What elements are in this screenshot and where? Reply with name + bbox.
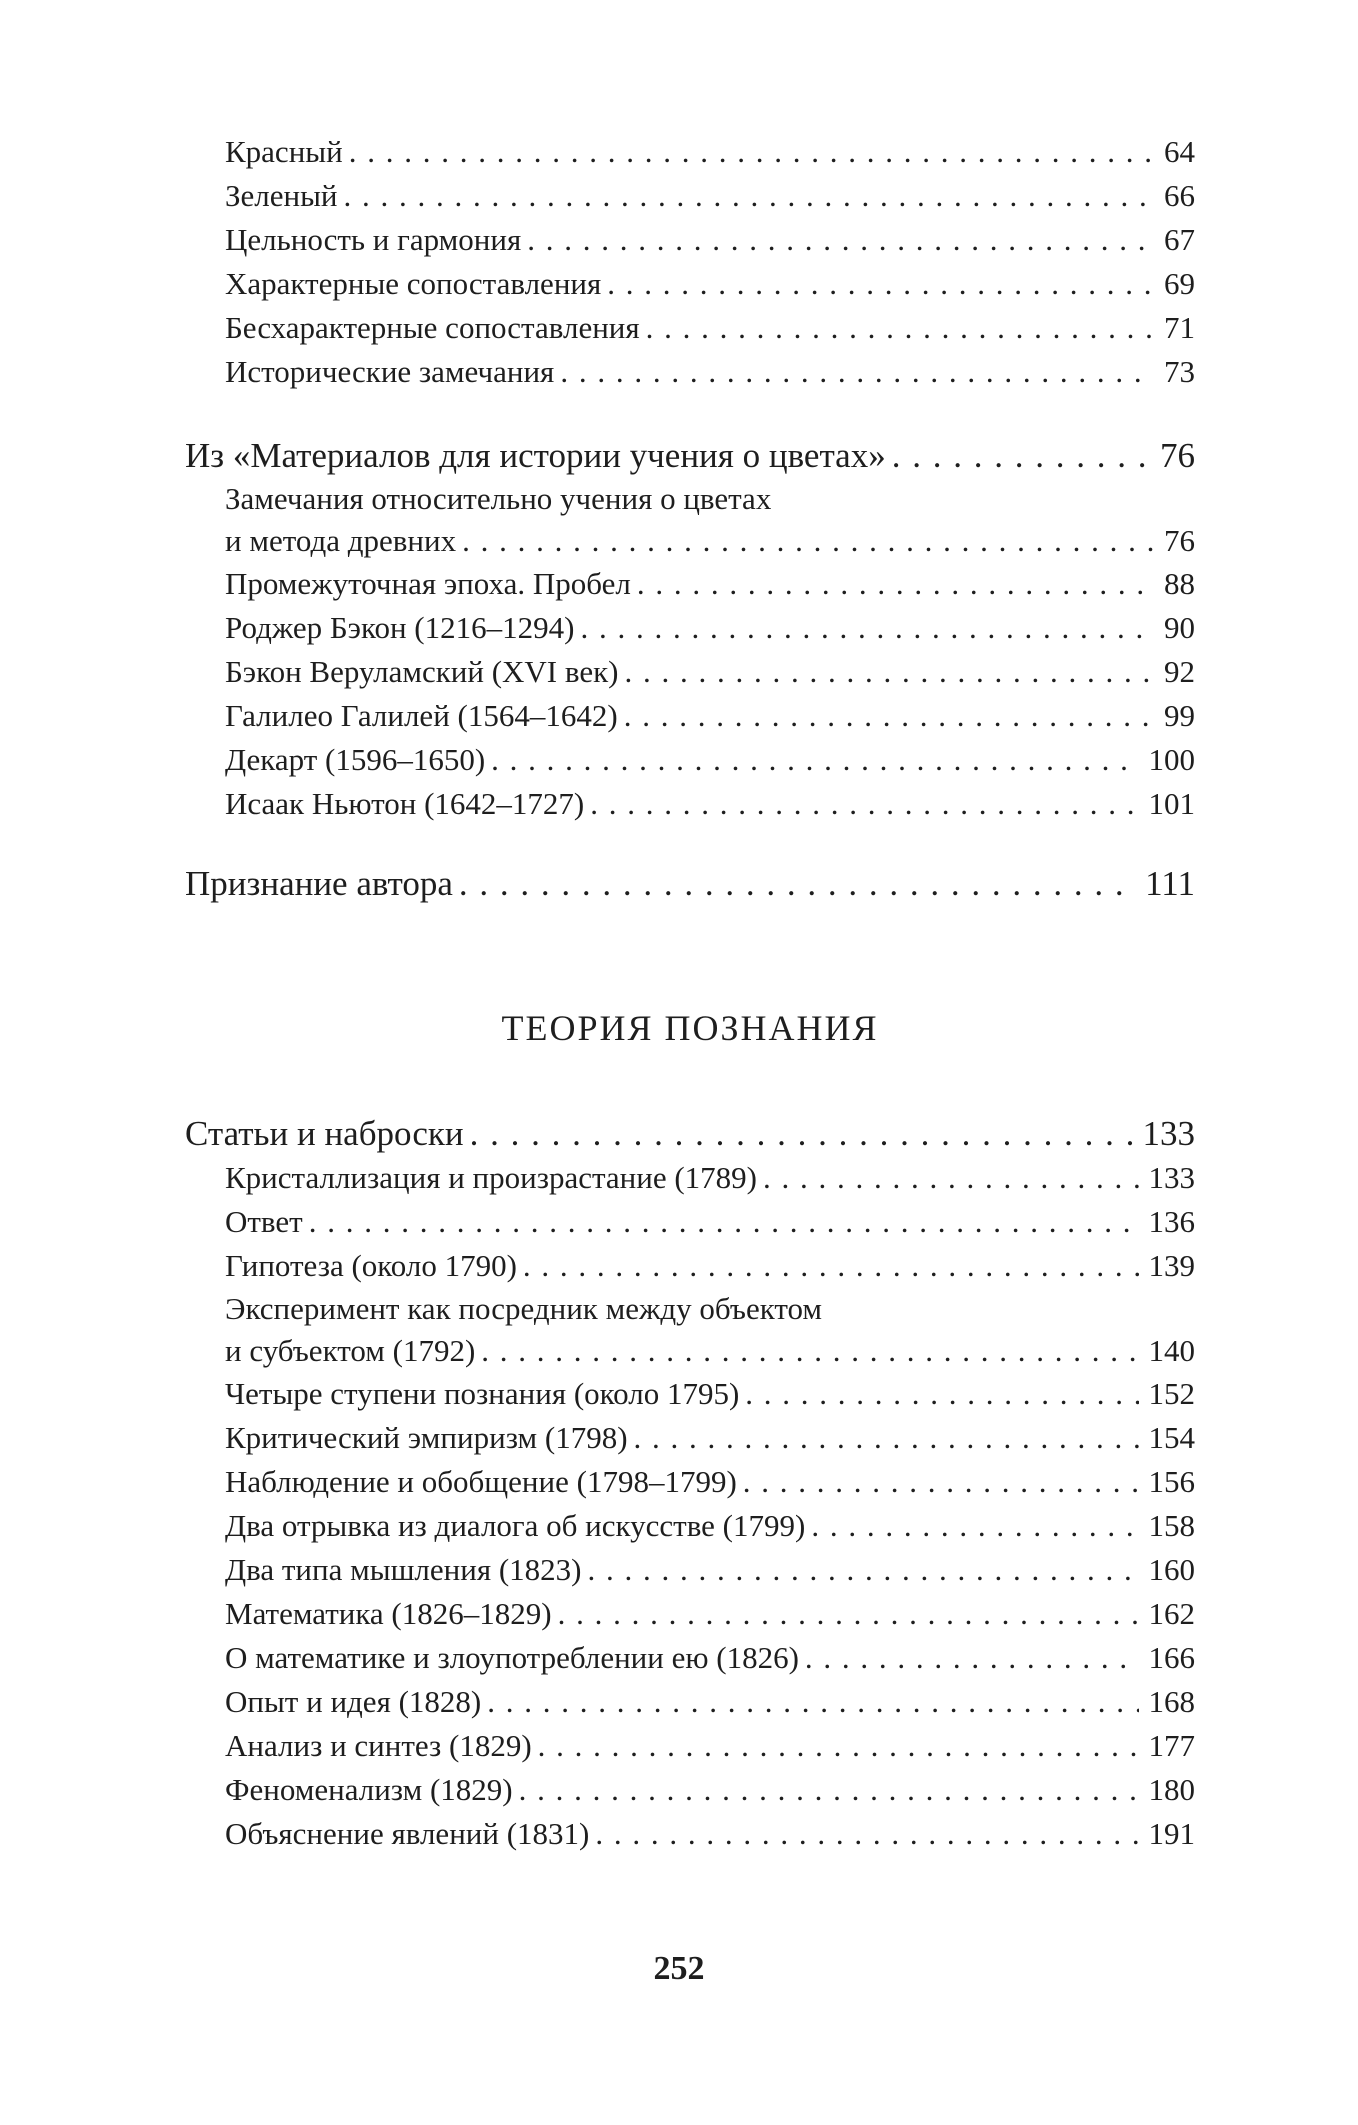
toc-entry-page: 88 bbox=[1154, 562, 1195, 606]
toc-entry[interactable] bbox=[185, 782, 1195, 826]
toc-chapter-page: 76 bbox=[1150, 434, 1195, 478]
toc-entry[interactable] bbox=[185, 1724, 1195, 1768]
toc-entry-title: Бесхарактерные сопоставления . . . bbox=[225, 310, 640, 345]
toc-entry[interactable] bbox=[185, 1244, 1195, 1288]
page-number: 252 bbox=[653, 1950, 705, 1987]
toc-entry[interactable] bbox=[185, 306, 1195, 350]
toc-entry[interactable] bbox=[185, 174, 1195, 218]
toc-entry-title: О математике и злоупотреблении ею (1826) . . . bbox=[225, 1640, 799, 1675]
toc-entry-page: 71 bbox=[1154, 306, 1195, 350]
toc-entry-page: 100 bbox=[1139, 738, 1196, 782]
toc-entry-title: Характерные сопоставления . . . bbox=[225, 266, 601, 301]
toc-entry-page: 166 bbox=[1139, 1636, 1196, 1680]
toc-entry-page: 133 bbox=[1139, 1156, 1196, 1200]
toc-entry-title: Критический эмпиризм (1798) . . . bbox=[225, 1420, 628, 1455]
toc-entry[interactable] bbox=[185, 478, 1195, 562]
toc-entry[interactable] bbox=[185, 562, 1195, 606]
toc-entry[interactable] bbox=[185, 1504, 1195, 1548]
toc-entry-page: 177 bbox=[1139, 1724, 1196, 1768]
toc-entry-title: Исторические замечания . . . bbox=[225, 354, 554, 389]
toc-chapter-title: Признание автора . . . bbox=[185, 864, 453, 903]
toc-entry-title: Анализ и синтез (1829) . . . bbox=[225, 1728, 532, 1763]
toc-entry-page: 156 bbox=[1139, 1460, 1196, 1504]
section-heading: ТЕОРИЯ ПОЗНАНИЯ bbox=[501, 1008, 879, 1048]
toc-entry[interactable] bbox=[185, 1372, 1195, 1416]
toc-entry-title: Исаак Ньютон (1642–1727) . . . bbox=[225, 786, 584, 821]
theory-section bbox=[185, 1112, 1195, 1856]
toc-entry-title: Эксперимент как посредник между объектом и субъектом (1792) . . . bbox=[225, 1291, 822, 1368]
toc-entry-title: Четыре ступени познания (около 1795) . . . bbox=[225, 1376, 739, 1411]
toc-entry[interactable] bbox=[185, 694, 1195, 738]
toc-entry[interactable] bbox=[185, 1288, 1195, 1372]
toc-chapter-page: 111 bbox=[1135, 862, 1195, 906]
toc-entry[interactable] bbox=[185, 130, 1195, 174]
toc-entry-title: Кристаллизация и произрастание (1789) . . . bbox=[225, 1160, 757, 1195]
toc-entry-title: Цельность и гармония . . . bbox=[225, 222, 521, 257]
toc-entry-title: Ответ . . . bbox=[225, 1204, 303, 1239]
toc-entry-title: Объяснение явлений (1831) . . . bbox=[225, 1816, 589, 1851]
toc-entry-title: Зеленый . . . bbox=[225, 178, 338, 213]
toc-entry[interactable] bbox=[185, 1636, 1195, 1680]
toc-entry[interactable] bbox=[185, 1200, 1195, 1244]
toc-entry[interactable] bbox=[185, 262, 1195, 306]
toc-page bbox=[185, 130, 1195, 1856]
toc-entry-page: 101 bbox=[1139, 782, 1196, 826]
toc-entry[interactable] bbox=[185, 738, 1195, 782]
toc-entry-title: Галилео Галилей (1564–1642) . . . bbox=[225, 698, 618, 733]
toc-entry-page: 90 bbox=[1154, 606, 1195, 650]
toc-entry-page: 191 bbox=[1139, 1812, 1196, 1856]
toc-entry-page: 69 bbox=[1154, 262, 1195, 306]
toc-entry-page: 64 bbox=[1154, 130, 1195, 174]
materials-section bbox=[185, 434, 1195, 826]
toc-entry-page: 66 bbox=[1154, 174, 1195, 218]
toc-entry[interactable] bbox=[185, 1812, 1195, 1856]
toc-chapter-entry[interactable] bbox=[185, 862, 1195, 906]
toc-entry-page: 158 bbox=[1139, 1504, 1196, 1548]
toc-entry-page: 73 bbox=[1154, 350, 1195, 394]
toc-entry-title: Гипотеза (около 1790) . . . bbox=[225, 1248, 517, 1283]
toc-entry-page: 92 bbox=[1154, 650, 1195, 694]
toc-entry-page: 139 bbox=[1139, 1244, 1196, 1288]
toc-chapter-page: 133 bbox=[1133, 1112, 1196, 1156]
toc-entry-title: Красный . . . bbox=[225, 134, 343, 169]
toc-entry-page: 140 bbox=[1139, 1330, 1196, 1372]
toc-entry[interactable] bbox=[185, 606, 1195, 650]
toc-entry-page: 160 bbox=[1139, 1548, 1196, 1592]
toc-chapter-entry[interactable] bbox=[185, 434, 1195, 478]
toc-entry-title: Декарт (1596–1650) . . . bbox=[225, 742, 485, 777]
toc-entry[interactable] bbox=[185, 1548, 1195, 1592]
toc-entry[interactable] bbox=[185, 1768, 1195, 1812]
toc-entry[interactable] bbox=[185, 1680, 1195, 1724]
toc-entry-title: Замечания относительно учения о цветах и метода древних . . . bbox=[225, 481, 771, 558]
toc-entry[interactable] bbox=[185, 218, 1195, 262]
toc-entry-page: 136 bbox=[1139, 1200, 1196, 1244]
toc-entry-title: Математика (1826–1829) . . . bbox=[225, 1596, 552, 1631]
toc-chapter-title: Из «Материалов для истории учения о цветах» . . . bbox=[185, 436, 886, 475]
toc-entry-title: Бэкон Веруламский (XVI век) . . . bbox=[225, 654, 618, 689]
toc-entry-title: Наблюдение и обобщение (1798–1799) . . . bbox=[225, 1464, 737, 1499]
color-subentries bbox=[185, 130, 1195, 394]
toc-entry-page: 152 bbox=[1139, 1372, 1196, 1416]
toc-entry-title: Два типа мышления (1823) . . . bbox=[225, 1552, 582, 1587]
toc-entry[interactable] bbox=[185, 650, 1195, 694]
toc-entry-page: 99 bbox=[1154, 694, 1195, 738]
toc-entry-page: 168 bbox=[1139, 1680, 1196, 1724]
toc-entry-title: Феноменализм (1829) . . . bbox=[225, 1772, 513, 1807]
toc-entry[interactable] bbox=[185, 350, 1195, 394]
toc-entry-title: Опыт и идея (1828) . . . bbox=[225, 1684, 481, 1719]
toc-entry[interactable] bbox=[185, 1156, 1195, 1200]
toc-entry[interactable] bbox=[185, 1592, 1195, 1636]
toc-entry-page: 67 bbox=[1154, 218, 1195, 262]
toc-entry[interactable] bbox=[185, 1460, 1195, 1504]
toc-entry-page: 162 bbox=[1139, 1592, 1196, 1636]
toc-entry-title: Роджер Бэкон (1216–1294) . . . bbox=[225, 610, 574, 645]
toc-entry-title: Промежуточная эпоха. Пробел . . . bbox=[225, 566, 631, 601]
toc-chapter-title: Статьи и наброски . . . bbox=[185, 1114, 464, 1153]
toc-chapter-entry[interactable] bbox=[185, 1112, 1195, 1156]
toc-entry-page: 76 bbox=[1154, 520, 1195, 562]
toc-entry[interactable] bbox=[185, 1416, 1195, 1460]
toc-entry-page: 154 bbox=[1139, 1416, 1196, 1460]
toc-entry-title: Два отрывка из диалога об искусстве (1799) . . . bbox=[225, 1508, 805, 1543]
toc-entry-page: 180 bbox=[1139, 1768, 1196, 1812]
